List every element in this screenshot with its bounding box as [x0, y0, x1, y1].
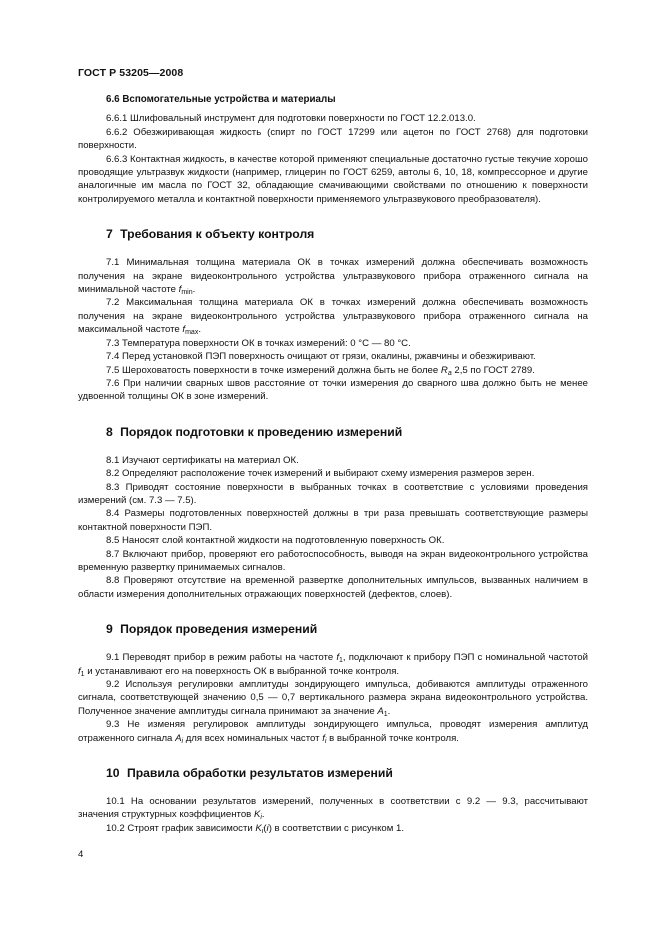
section-8-title: Порядок подготовки к проведению измерений: [120, 424, 403, 439]
page-number: 4: [78, 849, 84, 860]
paragraph-8-2: 8.2 Определяют расположение точек измерений и выбирают схему измерения размеров зерен.: [106, 468, 535, 480]
section-7-title: Требования к объекту контроля: [120, 227, 315, 242]
paragraph-8-4: 8.4 Размеры подготовленных поверхностей должны в три раза превышать соответствующие размеры контактной поверхности ПЭП.: [78, 508, 588, 533]
document-body: [78, 93, 588, 835]
section-7-number: 7: [106, 227, 113, 242]
paragraph-10-2: 10.2 Строят график зависимости $K_i(i)$ в соответствии с рисунком 1.: [106, 822, 404, 835]
paragraph-8-5: 8.5 Наносят слой контактной жидкости на подготовленную поверхность ОК.: [106, 535, 445, 547]
paragraph-8-1: 8.1 Изучают сертификаты на материал ОК.: [106, 454, 299, 466]
section-9-title: Порядок проведения измерений: [120, 622, 318, 637]
paragraph-7-2: 7.2 Максимальная толщина материала ОК в точках измерений должна обеспечивать возможность получения на экране видеоконтрольного устройства ультразвукового прибора отраженного сигнала на максимальной частоте $f_{max}$.: [78, 297, 588, 337]
paragraph-6-6-3: 6.6.3 Контактная жидкость, в качестве которой применяют специальные достаточно густые текучие хорошо проводящие ультразвук жидкости (например, глицерин по ГОСТ 6259, автолы 6, 10, 18, компрессорное и другие аналогичные им масла по ГОСТ 32, обладающие смачивающими свойствами по отношению к поверхности контролируемого металла и контактной поверхности применяемого ультразвукового преобразователя).: [78, 153, 588, 205]
paragraph-10-1: 10.1 На основании результатов измерений, полученных в соответствии с 9.2 — 9.3, рассчитывают значения структурных коэффициентов $K_i$.: [78, 796, 588, 822]
section-8-number: 8: [106, 424, 113, 439]
paragraph-8-3: 8.3 Приводят состояние поверхности в выбранных точках в соответствие с условиями проведения измерений (см. 7.3 — 7.5).: [78, 481, 588, 506]
paragraph-7-6: 7.6 При наличии сварных швов расстояние от точки измерения до сварного шва должно быть не менее удвоенной толщины ОК в зоне измерений.: [78, 377, 588, 403]
section-9-heading: [78, 622, 588, 637]
paragraph-7-4: 7.4 Перед установкой ПЭП поверхность очищают от грязи, окалины, ржавчины и обезжиривают.: [106, 351, 536, 363]
section-10-number: 10: [106, 766, 120, 781]
paragraph-6-6-2: 6.6.2 Обезжиривающая жидкость (спирт по ГОСТ 17299 или ацетон по ГОСТ 2768) для подготовки поверхности.: [78, 126, 588, 152]
section-10-heading: [78, 766, 588, 781]
section-8-heading: [78, 425, 588, 440]
subsection-6-6-title: 6.6 Вспомогательные устройства и материалы: [106, 94, 336, 105]
paragraph-9-1: 9.1 Переводят прибор в режим работы на частоте $f_1$, подключают к прибору ПЭП с номинальной частотой $f_1$ и устанавливают его на поверхность ОК в выбранной точке контроля.: [78, 652, 588, 678]
paragraph-7-1: 7.1 Минимальная толщина материала ОК в точках измерений должна обеспечивать возможность получения на экране видеоконтрольного устройства ультразвукового прибора отраженного сигнала на минимальной частоте $f_{min}$.: [78, 257, 588, 297]
section-10-title: Правила обработки результатов измерений: [126, 766, 393, 781]
paragraph-7-3: 7.3 Температура поверхности ОК в точках измерений: 0 °С — 80 °С.: [106, 337, 411, 349]
paragraph-9-3: 9.3 Не изменяя регулировок амплитуды зондирующего импульса, проводят измерения амплитуд отраженного сигнала $A_i$ для всех номинальных частот $f_i$ в выбранной точке контроля.: [78, 719, 588, 745]
paragraph-6-6-1: 6.6.1 Шлифовальный инструмент для подготовки поверхности по ГОСТ 12.2.013.0.: [106, 113, 476, 125]
paragraph-9-2: 9.2 Используя регулировки амплитуды зондирующего импульса, добиваются амплитуды отраженного сигнала, соответствующей значению 0,5 — 0,7 вертикального размера экрана видеоконтрольного устройства. Полученное значение амплитуды сигнала принимают за значение $A_1$.: [78, 679, 588, 718]
section-7-heading: [78, 227, 588, 242]
paragraph-8-7: 8.7 Включают прибор, проверяют его работоспособность, выводя на экран видеоконтрольного устройства временную развертку принимаемых сигналов.: [78, 548, 588, 573]
section-9-number: 9: [106, 622, 113, 637]
standard-header: ГОСТ Р 53205—2008: [78, 67, 184, 79]
paragraph-7-5: 7.5 Шероховатость поверхности в точке измерений должна быть не более $R_a$ 2,5 по ГОСТ 2789.: [106, 364, 535, 377]
paragraph-8-8: 8.8 Проверяют отсутствие на временной развертке дополнительных импульсов, вызванных наличием в области измерения дополнительных отражающих поверхностей (дефектов, слоев).: [78, 575, 588, 600]
